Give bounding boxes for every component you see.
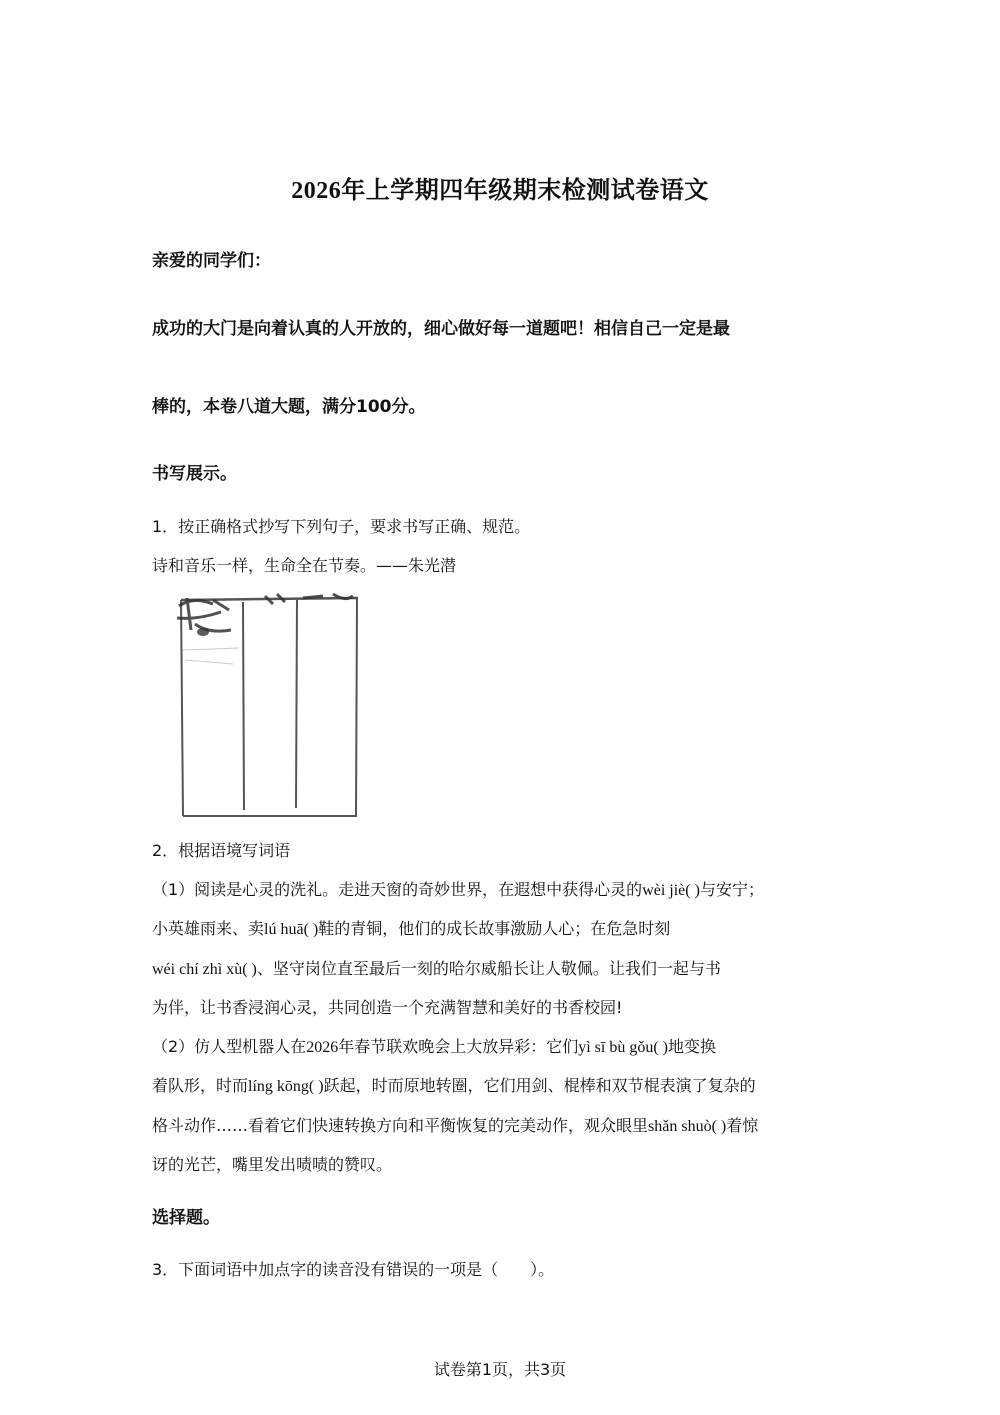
intro-line-2: 棒的，本卷八道大题，满分100分。 xyxy=(152,397,426,417)
year: 2026 xyxy=(306,1039,339,1056)
text: 鞋的青铜，他们的成长故事激励人心；在危急时刻 xyxy=(318,919,671,938)
q2-part1-line3 xyxy=(152,956,721,979)
q2-part2-line3 xyxy=(152,1113,758,1136)
text: 格斗动作……看着它们快速转换方向和平衡恢复的完美动作，观众眼里 xyxy=(152,1116,649,1135)
page-title: 2026年上学期四年级期末检测试卷语文 xyxy=(291,178,709,204)
question-1-prompt: 1．按正确格式抄写下列句子，要求书写正确、规范。 xyxy=(152,517,531,536)
question-1-sentence: 诗和音乐一样，生命全在节奏。——朱光潜 xyxy=(152,556,457,575)
text: 与安宁； xyxy=(699,880,764,899)
writing-grid-image xyxy=(173,590,363,820)
text: 、坚守岗位直至最后一刻的哈尔威船长让人敬佩。让我们一起与书 xyxy=(256,959,721,978)
q2-part1-line1 xyxy=(152,877,764,900)
text: 着惊 xyxy=(726,1116,759,1135)
intro-line-1: 成功的大门是向着认真的人开放的，细心做好每一道题吧！相信自己一定是最 xyxy=(152,319,730,339)
pinyin-blank-4[interactable]: yì sī bù gǒu( ) xyxy=(578,1039,668,1056)
text: 跃起，时而原地转圈，它们用剑、棍棒和双节棍表演了复杂的 xyxy=(323,1076,756,1095)
text: 小英雄雨来、卖 xyxy=(152,919,265,938)
section-title-writing: 书写展示。 xyxy=(152,464,237,484)
q2-part1-line2 xyxy=(152,916,670,939)
pinyin-blank-2[interactable]: lú huā( ) xyxy=(264,921,319,938)
pinyin-blank-3[interactable]: wéi chí zhì xù( ) xyxy=(152,961,257,978)
q2-part2-line1 xyxy=(152,1034,716,1057)
q2-part1-line4: 为伴，让书香浸润心灵，共同创造一个充满智慧和美好的书香校园! xyxy=(152,998,623,1017)
question-2-prompt: 2．根据语境写词语 xyxy=(152,841,291,860)
question-3-prompt: 3．下面词语中加点字的读音没有错误的一项是（ ）。 xyxy=(152,1260,555,1279)
text: 年春节联欢晚会上大放异彩：它们 xyxy=(338,1037,579,1056)
text: 着队形，时而 xyxy=(152,1076,249,1095)
pinyin-blank-5[interactable]: líng kōng( ) xyxy=(248,1078,324,1095)
text: 地变换 xyxy=(667,1037,716,1056)
text: （1）阅读是心灵的洗礼。走进天窗的奇妙世界，在遐想中获得心灵的 xyxy=(152,880,643,899)
pinyin-blank-1[interactable]: wèi jiè( ) xyxy=(642,882,700,899)
page-footer: 试卷第1页，共3页 xyxy=(433,1360,567,1379)
pinyin-blank-6[interactable]: shǎn shuò( ) xyxy=(648,1118,727,1135)
text: （2）仿人型机器人在 xyxy=(152,1037,307,1056)
q2-part2-line4: 讶的光芒，嘴里发出啧啧的赞叹。 xyxy=(152,1155,393,1174)
greeting: 亲爱的同学们： xyxy=(152,251,271,271)
q2-part2-line2 xyxy=(152,1073,756,1096)
section-title-choice: 选择题。 xyxy=(152,1208,220,1228)
